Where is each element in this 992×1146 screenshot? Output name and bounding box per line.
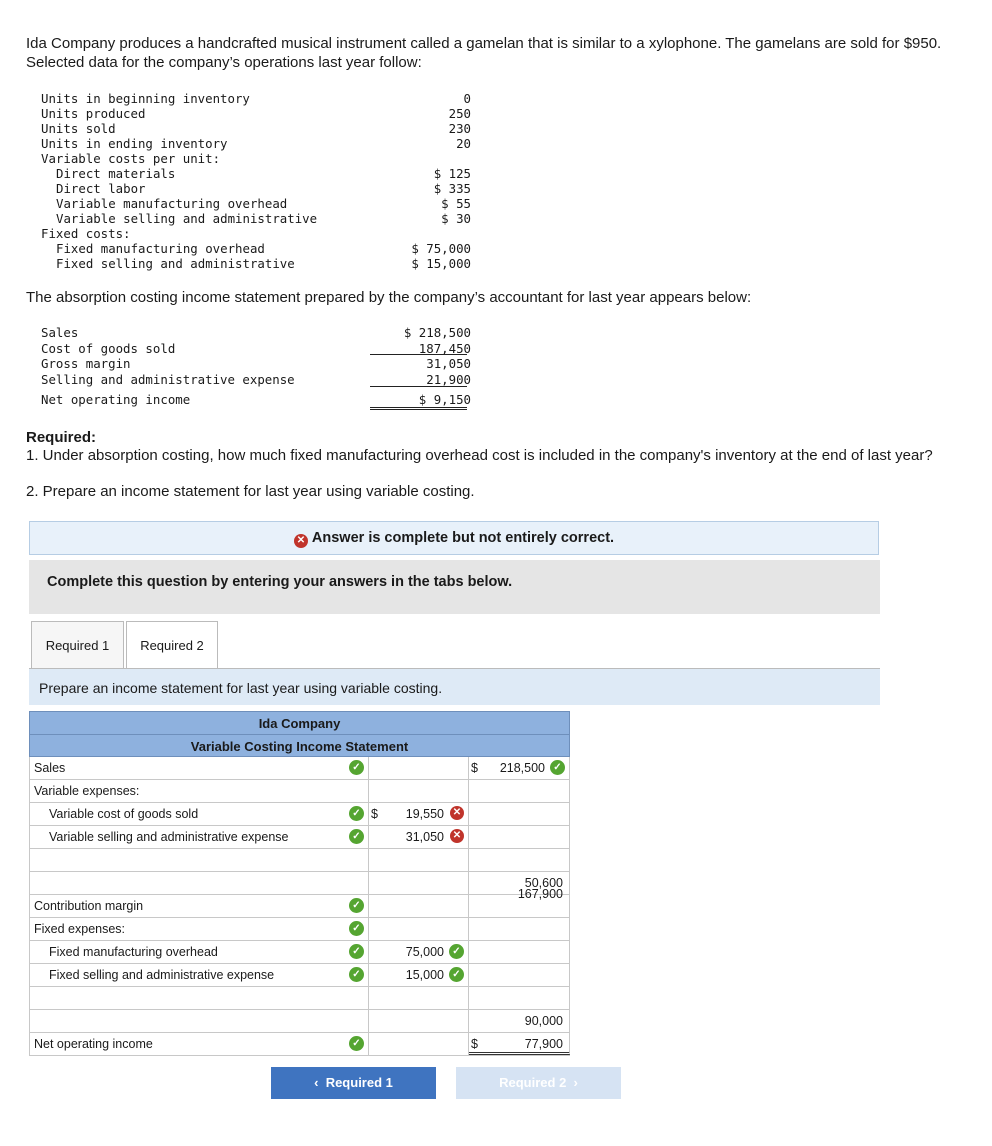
amount-input[interactable] bbox=[369, 918, 469, 940]
row-label: Fixed selling and administrative expense bbox=[49, 968, 275, 982]
check-icon: ✓ bbox=[449, 967, 464, 982]
required-q1: 1. Under absorption costing, how much fixed manufacturing overhead cost is included in the company's inventory at the end of last year? bbox=[26, 447, 933, 464]
data-row: Direct materials $ 125 bbox=[56, 166, 471, 181]
table-row bbox=[29, 1010, 570, 1033]
table-row bbox=[29, 849, 570, 872]
data-row: Fixed selling and administrative $ 15,000 bbox=[56, 256, 471, 271]
absorption-intro: The absorption costing income statement prepared by the company’s accountant for last year appears below: bbox=[26, 289, 752, 306]
total-input[interactable] bbox=[469, 849, 570, 871]
check-icon: ✓ bbox=[349, 760, 364, 775]
error-icon: ✕ bbox=[450, 829, 464, 843]
row-label: Net operating income bbox=[34, 1037, 153, 1051]
row-label: Variable expenses: bbox=[34, 784, 140, 798]
amount-input[interactable]: 15,000 ✓ bbox=[369, 964, 469, 986]
statement-header bbox=[29, 711, 570, 757]
total-input[interactable] bbox=[469, 803, 570, 825]
data-row: Units sold 230 bbox=[41, 121, 471, 136]
data-row: Units in ending inventory 20 bbox=[41, 136, 471, 151]
tab-required-1[interactable]: Required 1 bbox=[31, 621, 124, 669]
table-row bbox=[29, 941, 570, 964]
total-input[interactable]: 167,900 bbox=[469, 895, 570, 917]
total-input[interactable] bbox=[469, 918, 570, 940]
row-label: Variable selling and administrative expense bbox=[49, 830, 289, 844]
problem-intro: Ida Company produces a handcrafted musical instrument called a gamelan that is similar to a xylophone. The gamelans are sold for $950. Selected data for the company’s operations last year follow: bbox=[26, 35, 942, 71]
total-input[interactable] bbox=[469, 826, 570, 848]
amount-input[interactable] bbox=[369, 987, 469, 1009]
data-row: Variable selling and administrative $ 30 bbox=[56, 211, 471, 226]
chevron-left-icon: ‹ bbox=[314, 1075, 319, 1090]
label-input[interactable] bbox=[29, 1010, 369, 1032]
error-icon: ✕ bbox=[294, 534, 308, 548]
required-heading: Required: bbox=[26, 429, 97, 446]
table-row bbox=[29, 757, 570, 780]
total-input[interactable]: 90,000 bbox=[469, 1010, 570, 1032]
chevron-right-icon: › bbox=[573, 1075, 578, 1090]
total-input[interactable]: $ 77,900 bbox=[469, 1033, 570, 1055]
table-row bbox=[29, 918, 570, 941]
amount-input[interactable] bbox=[369, 849, 469, 871]
total-input[interactable] bbox=[469, 987, 570, 1009]
instruction-box: Complete this question by entering your answers in the tabs below. bbox=[29, 560, 880, 614]
amount-input[interactable] bbox=[369, 895, 469, 917]
check-icon: ✓ bbox=[349, 921, 364, 936]
prev-button[interactable]: ‹ Required 1 bbox=[271, 1067, 436, 1099]
double-rule bbox=[370, 407, 467, 410]
total-input[interactable]: $ 218,500 ✓ bbox=[469, 757, 570, 779]
amount-input[interactable] bbox=[369, 780, 469, 802]
tab-instruction: Prepare an income statement for last year using variable costing. bbox=[29, 669, 880, 705]
data-row: Variable costs per unit: bbox=[41, 151, 221, 166]
check-icon: ✓ bbox=[349, 829, 364, 844]
data-row: Direct labor $ 335 bbox=[56, 181, 471, 196]
table-row bbox=[29, 987, 570, 1010]
table-row bbox=[29, 803, 570, 826]
check-icon: ✓ bbox=[349, 898, 364, 913]
total-input[interactable] bbox=[469, 780, 570, 802]
label-input[interactable] bbox=[29, 872, 369, 894]
check-icon: ✓ bbox=[349, 806, 364, 821]
data-row: Units produced 250 bbox=[41, 106, 471, 121]
label-input[interactable] bbox=[29, 849, 369, 871]
row-label: Contribution margin bbox=[34, 899, 144, 913]
tab-required-2[interactable]: Required 2 bbox=[126, 621, 218, 669]
check-icon: ✓ bbox=[349, 967, 364, 982]
row-label: Fixed expenses: bbox=[34, 922, 126, 936]
status-banner-text: Answer is complete but not entirely correct. bbox=[311, 530, 615, 546]
next-button[interactable]: Required 2 › bbox=[456, 1067, 621, 1099]
table-row bbox=[29, 887, 570, 918]
amount-input[interactable] bbox=[369, 1033, 469, 1055]
data-row: Fixed costs: bbox=[41, 226, 131, 241]
total-input[interactable] bbox=[469, 964, 570, 986]
amount-input[interactable] bbox=[369, 872, 469, 894]
check-icon: ✓ bbox=[349, 944, 364, 959]
required-q2: 2. Prepare an income statement for last year using variable costing. bbox=[26, 483, 475, 500]
check-icon: ✓ bbox=[349, 1036, 364, 1051]
table-row bbox=[29, 826, 570, 849]
absorption-row: Sales $ 218,500 bbox=[41, 325, 471, 340]
rule bbox=[370, 386, 467, 387]
status-banner bbox=[29, 521, 879, 555]
check-icon: ✓ bbox=[449, 944, 464, 959]
company-name: Ida Company bbox=[258, 716, 341, 731]
data-row: Variable manufacturing overhead $ 55 bbox=[56, 196, 471, 211]
total-input[interactable]: 50,600 bbox=[469, 872, 570, 894]
table-row bbox=[29, 1033, 570, 1056]
absorption-row: Selling and administrative expense 21,900 bbox=[41, 372, 471, 387]
amount-input[interactable]: 75,000 ✓ bbox=[369, 941, 469, 963]
row-label: Sales bbox=[34, 761, 66, 775]
row-label: Fixed manufacturing overhead bbox=[49, 945, 218, 959]
total-input[interactable] bbox=[469, 941, 570, 963]
error-icon: ✕ bbox=[450, 806, 464, 820]
label-input[interactable] bbox=[29, 987, 369, 1009]
amount-input[interactable] bbox=[369, 1010, 469, 1032]
absorption-row: Cost of goods sold 187,450 bbox=[41, 341, 471, 356]
amount-input[interactable] bbox=[369, 757, 469, 779]
data-row: Fixed manufacturing overhead $ 75,000 bbox=[56, 241, 471, 256]
absorption-row: Gross margin 31,050 bbox=[41, 356, 471, 371]
table-row bbox=[29, 964, 570, 987]
check-icon: ✓ bbox=[550, 760, 565, 775]
table-row bbox=[29, 780, 570, 803]
statement-title: Variable Costing Income Statement bbox=[190, 739, 409, 754]
rule bbox=[370, 354, 467, 355]
row-label: Variable cost of goods sold bbox=[49, 807, 199, 821]
absorption-row: Net operating income $ 9,150 bbox=[41, 392, 471, 407]
amount-input[interactable]: $ 19,550 ✕ bbox=[369, 803, 469, 825]
table-row bbox=[29, 872, 570, 895]
amount-input[interactable]: 31,050 ✕ bbox=[369, 826, 469, 848]
data-row: Units in beginning inventory 0 bbox=[41, 91, 471, 106]
